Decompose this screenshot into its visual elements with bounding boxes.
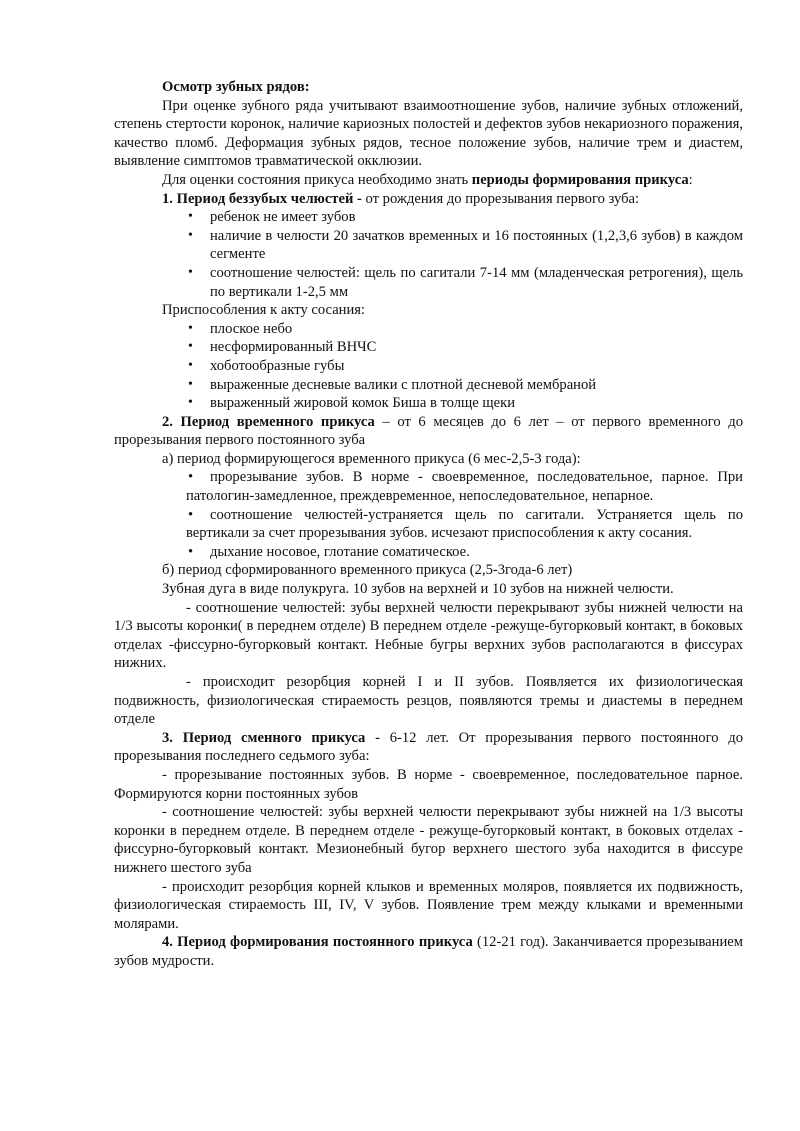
list-item: • прорезывание зубов. В норме - своевременное, последовательное, парное. При патологин-замедленное, преждевременное, непоследовательное, непарное. — [114, 468, 743, 505]
bite-periods-paragraph: Для оценки состояния прикуса необходимо знать периоды формирования прикуса: — [162, 171, 693, 188]
period-2-heading: 2. Период временного прикуса – от 6 месяцев до 6 лет – от первого временного до прорезывания первого постоянного зуба — [114, 413, 743, 449]
list-item: • несформированный ВНЧС — [114, 338, 743, 357]
list-item: • соотношение челюстей-устраняется щель по сагитали. Устраняется щель по вертикали за счет прорезывания зубов. исчезают приспособления к акту сосания. — [114, 506, 743, 543]
list-item: • ребенок не имеет зубов — [114, 208, 743, 227]
list-item: • выраженный жировой комок Биша в толще щеки — [114, 394, 743, 413]
dental-arch-text: Зубная дуга в виде полукруга. 10 зубов на верхней и 10 зубов на нижней челюсти. — [162, 581, 674, 598]
section-title: Осмотр зубных рядов: — [162, 79, 310, 95]
period-2b-relation: - соотношение челюстей: зубы верхней челюсти перекрывают зубы нижней челюсти на 1/3 высоты коронки( в переднем отделе) В переднем отделе -режуще-бугорковый контакт, в боковых отделах -фиссурно-бугорковый контакт. Небные бугры верхних зубов располагаются в фиссурах нижних. — [114, 599, 743, 672]
list-item: • наличие в челюсти 20 зачатков временных и 16 постоянных (1,2,3,6 зубов) в каждом сегменте — [114, 227, 743, 264]
list-item: • дыхание носовое, глотание соматическое. — [114, 543, 743, 562]
adaptations-list — [114, 320, 743, 413]
period-2b-resorption: - происходит резорбция корней I и II зубов. Появляется их физиологическая подвижность, физиологическая стираемость резцов, появляются тремы и диастемы в переднем отделе — [114, 674, 743, 728]
period-4-heading: 4. Период формирования постоянного прикуса (12-21 год). Заканчивается прорезыванием зубов мудрости. — [114, 934, 743, 969]
intro-paragraph: При оценке зубного ряда учитывают взаимоотношение зубов, наличие зубных отложений, степень стертости коронок, наличие кариозных полостей и дефектов зубов некариозного поражения, качество пломб. Деформация зубных рядов, тесное положение зубов, наличие трем и диастем, выявление симптомов травматической окклюзии. — [114, 97, 743, 170]
period-3-heading: 3. Период сменного прикуса - 6-12 лет. От прорезывания первого постоянного до прорезывания последнего седьмого зуба: — [114, 729, 743, 765]
period-1-heading: 1. Период беззубых челюстей - от рождения до прорезывания первого зуба: — [162, 190, 640, 207]
period-3-eruption: - прорезывание постоянных зубов. В норме - своевременное, последовательное парное. Формируются корни постоянных зубов — [114, 766, 743, 802]
list-item: • выраженные десневые валики с плотной десневой мембраной — [114, 376, 743, 395]
period-3-relation: - соотношение челюстей: зубы верхней челюсти перекрывают зубы нижней на 1/3 высоты коронки в переднем отделе. В переднем отделе - режуще-бугорковый контакт, в боковых отделах - фиссурно-бугорковый контакт. Мезионебный бугор верхнего шестого зуба находится в фиссуре нижнего шестого зуба — [114, 804, 743, 876]
period-2a-list — [114, 468, 743, 561]
adaptations-heading: Приспособления к акту сосания: — [162, 302, 366, 319]
list-item: • плоское небо — [114, 320, 743, 339]
period-1-list — [114, 208, 743, 301]
list-item: • соотношение челюстей: щель по сагитали 7-14 мм (младенческая ретрогения), щель по вертикали 1-2,5 мм — [114, 264, 743, 301]
period-3-resorption: - происходит резорбция корней клыков и временных моляров, появляется их подвижность, физиологическая стираемость III, IV, V зубов. Появление трем между клыками и временными молярами. — [114, 878, 743, 932]
period-2b-heading: б) период сформированного временного прикуса (2,5-3года-6 лет) — [162, 562, 573, 579]
period-2a-heading: а) период формирующегося временного прикуса (6 мес-2,5-3 года): — [162, 450, 581, 467]
list-item: • хоботообразные губы — [114, 357, 743, 376]
document-page — [114, 78, 743, 971]
